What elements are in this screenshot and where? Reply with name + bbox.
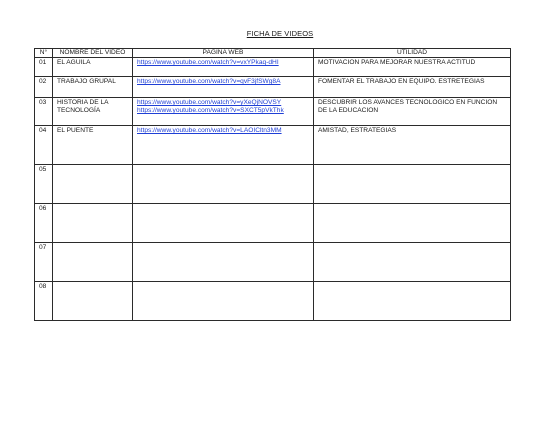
- row-utilidad: DESCUBRIR LOS AVANCES TECNOLOGICO EN FUNCION DE LA EDUCACION: [314, 98, 511, 126]
- row-pagina: [133, 126, 314, 165]
- header-utilidad: UTILIDAD: [314, 49, 511, 58]
- row-utilidad: [314, 243, 511, 282]
- row-utilidad: [314, 165, 511, 204]
- table-row: [35, 282, 511, 321]
- row-pagina: [133, 165, 314, 204]
- table-header-row: [35, 49, 511, 58]
- row-utilidad: [314, 204, 511, 243]
- row-nombre: [53, 165, 133, 204]
- video-link[interactable]: https://www.youtube.com/watch?v=LAOICltn3MM: [137, 127, 282, 134]
- row-utilidad: [314, 282, 511, 321]
- video-link[interactable]: https://www.youtube.com/watch?v=qvF3jfSWg8A: [137, 78, 281, 85]
- row-nombre: HISTORIA DE LA TECNOLOGÍA: [53, 98, 133, 126]
- row-nombre: EL AGUILA: [53, 58, 133, 77]
- table-row: [35, 165, 511, 204]
- row-pagina: [133, 204, 314, 243]
- row-nombre: EL PUENTE: [53, 126, 133, 165]
- row-pagina: [133, 243, 314, 282]
- page-title: FICHA DE VIDEOS: [246, 29, 314, 38]
- row-nombre: TRABAJO GRUPAL: [53, 77, 133, 98]
- table-row: [35, 98, 511, 126]
- row-utilidad: MOTIVACION PARA MEJORAR NUESTRA ACTITUD: [314, 58, 511, 77]
- row-pagina: [133, 58, 314, 77]
- table-row: [35, 126, 511, 165]
- row-utilidad: AMISTAD, ESTRATEGIAS: [314, 126, 511, 165]
- videos-table: [34, 48, 511, 321]
- table-row: [35, 204, 511, 243]
- row-num: 04: [35, 126, 53, 165]
- row-num: 03: [35, 98, 53, 126]
- row-num: 06: [35, 204, 53, 243]
- video-link[interactable]: https://www.youtube.com/watch?v=vxYPkaq-dHI: [137, 59, 279, 66]
- row-pagina: [133, 77, 314, 98]
- row-nombre: [53, 243, 133, 282]
- row-utilidad: FOMENTAR EL TRABAJO EN EQUIPO. ESTRETEGIAS: [314, 77, 511, 98]
- row-nombre: [53, 282, 133, 321]
- row-num: 05: [35, 165, 53, 204]
- row-num: 08: [35, 282, 53, 321]
- row-num: 07: [35, 243, 53, 282]
- table-row: [35, 77, 511, 98]
- header-pagina: PAGINA WEB: [133, 49, 314, 58]
- row-pagina: [133, 282, 314, 321]
- video-link[interactable]: https://www.youtube.com/watch?v=SXCT5pVkThk: [137, 107, 284, 114]
- video-link[interactable]: https://www.youtube.com/watch?v=yXeQjNOVSY: [137, 99, 282, 106]
- table-row: [35, 58, 511, 77]
- table-row: [35, 243, 511, 282]
- row-nombre: [53, 204, 133, 243]
- header-num: N°: [35, 49, 53, 58]
- header-nombre: NOMBRE DEL VIDEO: [53, 49, 133, 58]
- row-num: 01: [35, 58, 53, 77]
- row-num: 02: [35, 77, 53, 98]
- row-pagina: [133, 98, 314, 126]
